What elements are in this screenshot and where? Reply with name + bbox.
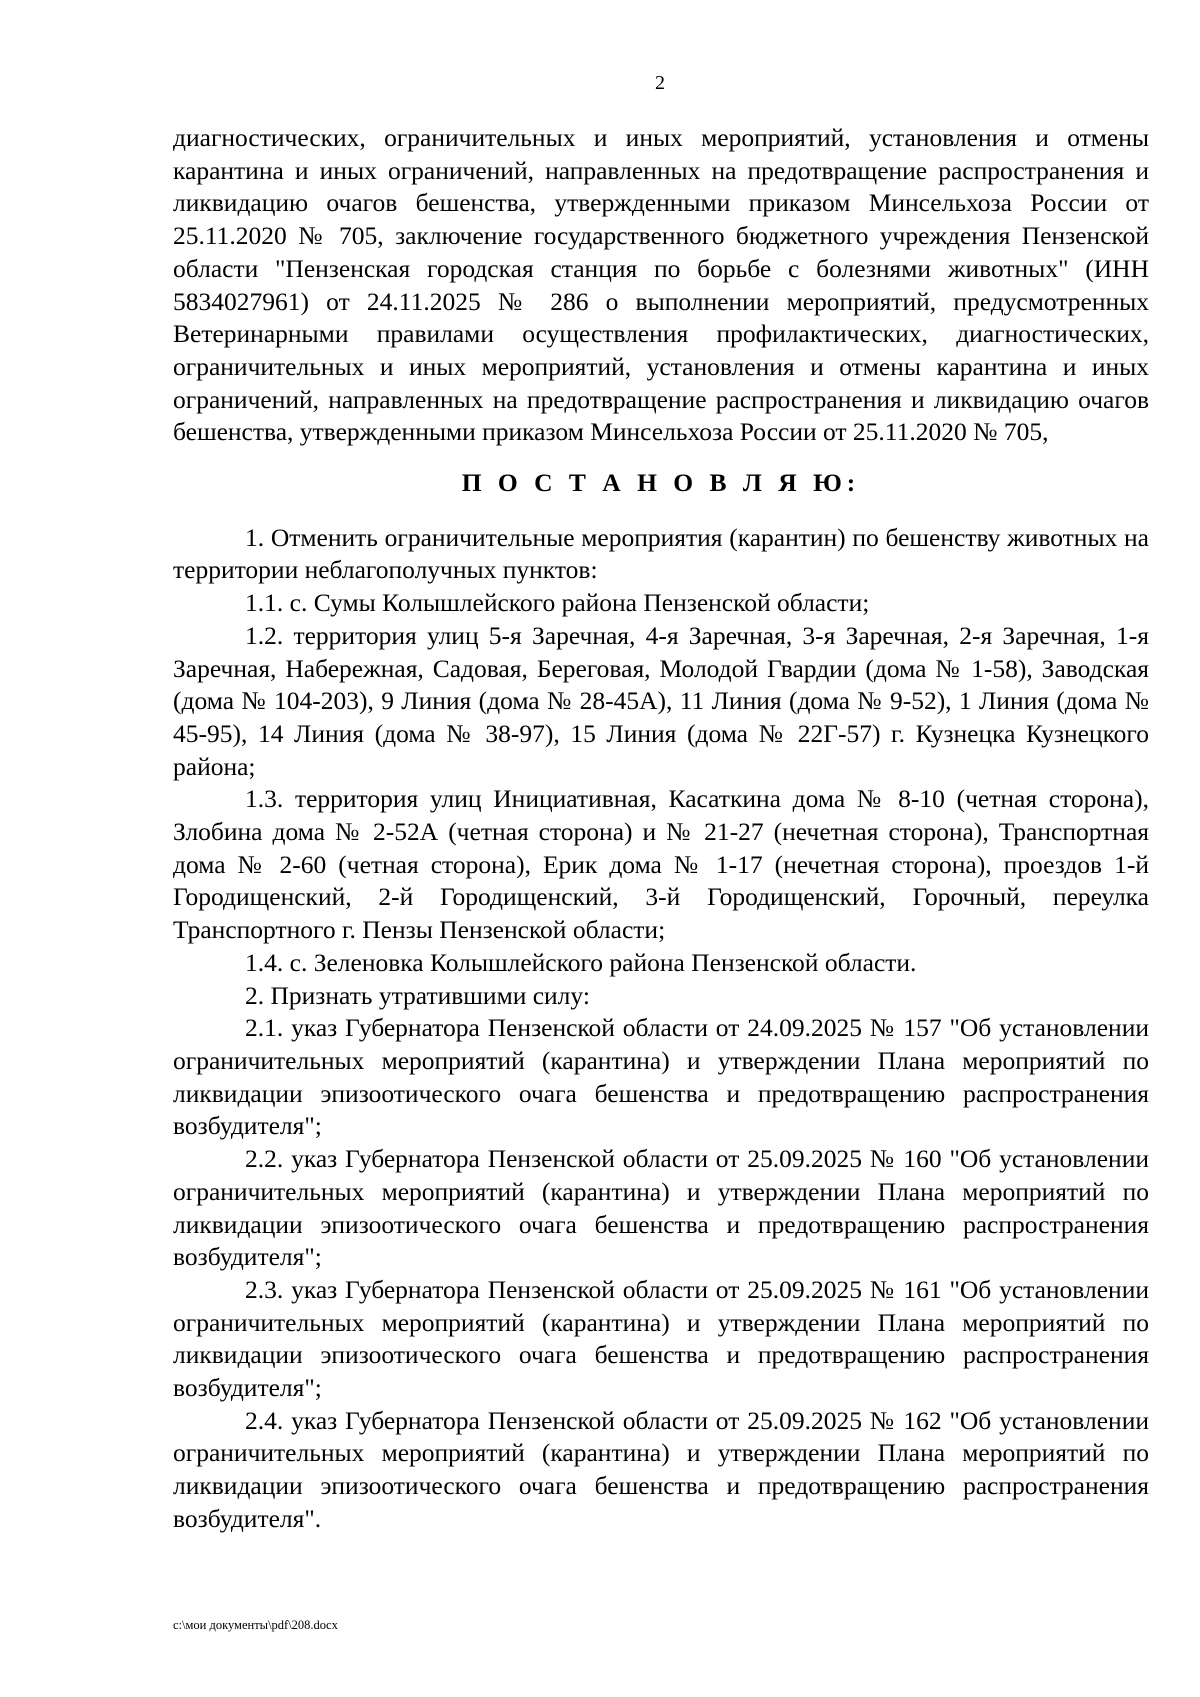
item-2-3: 2.3. указ Губернатора Пензенской области от 25.09.2025 № 161 "Об установлении ограничительных мероприятий (карантина) и утверждении Плана мероприятий по ликвидации эпизоотического очага бешенства и предотвращению распространения возбудителя"; <box>173 1274 1149 1403</box>
item-1-4: 1.4. с. Зеленовка Колышлейского района Пензенской области. <box>245 947 917 977</box>
preamble-paragraph: диагностических, ограничительных и иных мероприятий, установления и отмены карантина и иных ограничений, направленных на предотвращение распространения и ликвидацию очагов бешенства, утвержденными приказом Минсельхоза России от 25.11.2020 № 705, заключение государственного бюджетного учреждения Пензенской области "Пензенская городская станция по борьбе с болезнями животных" (ИНН 5834027961) от 24.11.2025 № 286 о выполнении мероприятий, предусмотренных Ветеринарными правилами осуществления профилактических, диагностических, ограничительных и иных мероприятий, установления и отмены карантина и иных ограничений, направленных на предотвращение распространения и ликвидацию очагов бешенства, утвержденными приказом Минсельхоза России от 25.11.2020 № 705, <box>173 123 1149 447</box>
item-2: 2. Признать утратившими силу: <box>245 980 590 1010</box>
document-body <box>173 122 1149 1536</box>
item-2-1: 2.1. указ Губернатора Пензенской области от 24.09.2025 № 157 "Об установлении ограничительных мероприятий (карантина) и утверждении Плана мероприятий по ликвидации эпизоотического очага бешенства и предотвращению распространения возбудителя"; <box>173 1013 1149 1141</box>
item-1-3: 1.3. территория улиц Инициативная, Касаткина дома № 8-10 (четная сторона), Злобина дома № 2-52А (четная сторона) и № 21-27 (нечетная сторона), Транспортная дома № 2-60 (четная сторона), Ерик дома № 1-17 (нечетная сторона), проездов 1-й Городищенский, 2-й Городищенский, 3-й Городищенский, Горочный, переулка Транспортного г. Пензы Пензенской области; <box>173 784 1149 945</box>
item-2-2: 2.2. указ Губернатора Пензенской области от 25.09.2025 № 160 "Об установлении ограничительных мероприятий (карантина) и утверждении Плана мероприятий по ликвидации эпизоотического очага бешенства и предотвращению распространения возбудителя"; <box>173 1144 1149 1272</box>
item-1: 1. Отменить ограничительные мероприятия (карантин) по бешенству животных на территории неблагополучных пунктов: <box>173 522 1149 585</box>
item-2-4: 2.4. указ Губернатора Пензенской области от 25.09.2025 № 162 "Об установлении ограничительных мероприятий (карантина) и утверждении Плана мероприятий по ликвидации эпизоотического очага бешенства и предотвращению распространения возбудителя". <box>173 1405 1149 1533</box>
resolution-heading: П О С Т А Н О В Л Я Ю: <box>461 468 861 498</box>
file-path-footer: c:\мои документы\pdf\208.docx <box>173 1618 338 1632</box>
item-1-2: 1.2. территория улиц 5-я Заречная, 4-я Заречная, 3-я Заречная, 2-я Заречная, 1-я Заречная, Набережная, Садовая, Береговая, Молодой Гвардии (дома № 1-58), Заводская (дома № 104-203), 9 Линия (дома № 28-45А), 11 Линия (дома № 9-52), 1 Линия (дома № 45-95), 14 Линия (дома № 38-97), 15 Линия (дома № 22Г-57) г. Кузнецка Кузнецкого района; <box>173 620 1149 781</box>
page-number: 2 <box>655 72 665 94</box>
item-1-1: 1.1. с. Сумы Колышлейского района Пензенской области; <box>245 588 870 618</box>
